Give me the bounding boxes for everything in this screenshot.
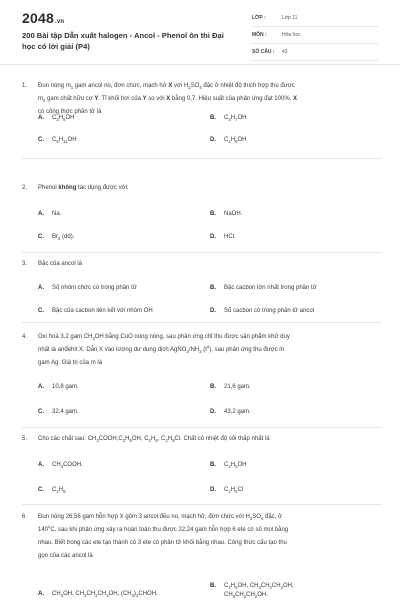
meta-row-question-count bbox=[252, 44, 378, 61]
answer-option-a[interactable] bbox=[38, 590, 158, 599]
option-text: $C_2H_5OH$ bbox=[52, 115, 75, 123]
question-divider bbox=[22, 427, 382, 428]
meta-value: Lớp 11 bbox=[282, 15, 298, 21]
answer-option-d[interactable] bbox=[210, 408, 251, 417]
answer-option-a[interactable] bbox=[38, 210, 61, 219]
answer-option-b[interactable] bbox=[210, 284, 317, 293]
option-text: Số nhóm chức có trong phân tử bbox=[52, 285, 137, 291]
question-divider bbox=[22, 322, 382, 323]
option-letter: B. bbox=[210, 285, 216, 291]
question-number: 5. bbox=[22, 436, 28, 442]
answer-option-d[interactable] bbox=[210, 136, 246, 145]
document-header bbox=[0, 0, 400, 65]
meta-value: Hóa học bbox=[282, 32, 301, 38]
question-text: Oxi hoá 3,2 gam $CH_3OH$ bằng CuO nung nóng, sau phản ứng chỉ thu được sản phẩm khử duy nhất là anđehit X. Dẫn X vào lượng dư dung dịch $AgNO_3/NH_3$ $(t^o)$, sau phản ứng thu được m gam Ag. Giá trị của m là bbox=[38, 334, 290, 366]
answer-option-c[interactable] bbox=[38, 136, 77, 145]
meta-label: SỐ CÂU : bbox=[252, 49, 275, 55]
option-letter: B. bbox=[210, 211, 216, 217]
meta-row-grade bbox=[252, 10, 378, 27]
option-text: Số cacbon có trong phân tử ancol bbox=[224, 308, 315, 314]
option-letter: D. bbox=[210, 308, 216, 314]
question-divider bbox=[22, 158, 382, 159]
option-letter: B. bbox=[210, 384, 216, 390]
option-text: 10,8 gam. bbox=[52, 384, 79, 390]
question-stem bbox=[22, 433, 382, 446]
option-letter: A. bbox=[38, 384, 44, 390]
answer-option-d[interactable] bbox=[210, 307, 314, 316]
answer-option-c[interactable] bbox=[38, 408, 79, 417]
answer-option-c[interactable] bbox=[38, 233, 74, 242]
option-text: $Br_2$ (dd). bbox=[52, 234, 75, 242]
document-title: 200 Bài tập Dẫn xuất halogen - Ancol - Phenol ôn thi Đại học có lời giải (P4) bbox=[22, 31, 224, 51]
option-letter: A. bbox=[38, 211, 44, 217]
option-text: HCl. bbox=[224, 234, 236, 240]
answer-option-b[interactable] bbox=[210, 582, 294, 600]
option-text: $C_3H_7OH$ bbox=[224, 115, 247, 123]
option-letter: C. bbox=[38, 308, 44, 314]
answer-option-c[interactable] bbox=[38, 486, 65, 495]
option-letter: C. bbox=[38, 234, 44, 240]
question-stem bbox=[22, 511, 382, 563]
option-text: $C_4H_9OH$ bbox=[224, 137, 247, 145]
answer-option-b[interactable] bbox=[210, 461, 246, 470]
option-letter: B. bbox=[210, 583, 216, 589]
meta-label: MÔN : bbox=[252, 32, 267, 38]
option-text: NaOH. bbox=[224, 211, 243, 217]
question-stem bbox=[22, 182, 382, 195]
answer-option-a[interactable] bbox=[38, 114, 74, 123]
question-stem bbox=[22, 331, 382, 370]
option-letter: C. bbox=[38, 137, 44, 143]
question-text: Đun nóng 26,56 gam hỗn hợp X gồm 3 ancol đều no, mạch hở, đơn chức với $H_2SO_4$ đặc, ở 140$^o$C, sau khi phản ứng xảy ra hoàn toàn thu được 22,24 gam hỗn hợp 6 ete có số mol bằng nhau. Biết trong các ete tạo thành có 3 ete có phân tử khối bằng nhau. Công thức cấu tạo thu gọn của các ancol là bbox=[38, 514, 289, 559]
document-meta bbox=[252, 10, 378, 61]
option-letter: D. bbox=[210, 137, 216, 143]
answer-option-c[interactable] bbox=[38, 307, 153, 316]
option-letter: A. bbox=[38, 285, 44, 291]
option-text: Na. bbox=[52, 211, 62, 217]
option-text: $C_2H_5Cl$ bbox=[224, 487, 244, 495]
question-number: 2. bbox=[22, 185, 28, 191]
option-text: 32,4 gam. bbox=[52, 409, 79, 415]
option-letter: A. bbox=[38, 462, 44, 468]
question-divider bbox=[22, 504, 382, 505]
option-letter: D. bbox=[210, 234, 216, 240]
question-number: 6. bbox=[22, 514, 28, 520]
answer-option-b[interactable] bbox=[210, 114, 246, 123]
option-letter: A. bbox=[38, 115, 44, 121]
question-text: Cho các chất sau: $CH_3COOH,C_2H_5OH$, $C_2H_6$, $C_2H_5Cl$. Chất có nhiệt độ sôi thấp nhất là bbox=[38, 436, 270, 444]
answer-option-d[interactable] bbox=[210, 486, 243, 495]
option-text: Bậc cacbon lớn nhất trong phân tử bbox=[224, 285, 317, 291]
question-number: 1. bbox=[22, 83, 28, 89]
answer-option-a[interactable] bbox=[38, 461, 83, 470]
option-text: $C_2H_6$ bbox=[52, 487, 66, 495]
question-number: 4. bbox=[22, 334, 28, 340]
answer-option-a[interactable] bbox=[38, 284, 137, 293]
option-letter: C. bbox=[38, 487, 44, 493]
option-letter: A. bbox=[38, 591, 44, 597]
answer-option-a[interactable] bbox=[38, 383, 79, 392]
question-text: Bậc của ancol là bbox=[38, 261, 83, 267]
option-text: 21,6 gam. bbox=[224, 384, 251, 390]
question-text: Đun nóng $m_1$ gam ancol no, đơn chức, mạch hở X với $H_2SO_4$ đặc ở nhiệt độ thích hợp thu được $m_2$ gam chất hữu cơ Y. Tỉ khối hơi của Y so với X bằng 0,7. Hiệu suất của phản ứng đạt 100%. X có công thức phân tử là bbox=[38, 83, 298, 115]
option-letter: D. bbox=[210, 487, 216, 493]
meta-row-subject bbox=[252, 27, 378, 44]
option-text: $C_2H_5OH$ bbox=[224, 462, 247, 470]
option-letter: B. bbox=[210, 115, 216, 121]
meta-label: LỚP : bbox=[252, 15, 266, 21]
option-text: $CH_3COOH$. bbox=[52, 462, 83, 470]
meta-value: 43 bbox=[282, 49, 288, 55]
question-divider bbox=[22, 252, 382, 253]
answer-option-b[interactable] bbox=[210, 383, 251, 392]
option-text: $C_5H_{11}OH$ bbox=[52, 137, 77, 145]
question-number: 3. bbox=[22, 261, 28, 267]
option-text: $C_2H_5OH$, $CH_3CH_2CH_2OH$, $CH_3CH_2CH_2OH$. bbox=[224, 583, 294, 600]
question-stem bbox=[22, 80, 382, 119]
option-letter: B. bbox=[210, 462, 216, 468]
answer-option-d[interactable] bbox=[210, 233, 236, 242]
question-stem bbox=[22, 258, 382, 271]
site-logo[interactable]: 2048.vn bbox=[22, 10, 65, 26]
option-text: Bậc của cacbon liên kết với nhóm OH bbox=[52, 308, 153, 314]
option-letter: D. bbox=[210, 409, 216, 415]
option-letter: C. bbox=[38, 409, 44, 415]
option-text: 43,2 gam. bbox=[224, 409, 251, 415]
question-text: Phenol không tác dụng được với: bbox=[38, 185, 129, 191]
answer-option-b[interactable] bbox=[210, 210, 242, 219]
option-text: $CH_3OH$, $CH_3CH_2CH_2OH$, $(CH_3)_2CHOH$. bbox=[52, 591, 158, 599]
